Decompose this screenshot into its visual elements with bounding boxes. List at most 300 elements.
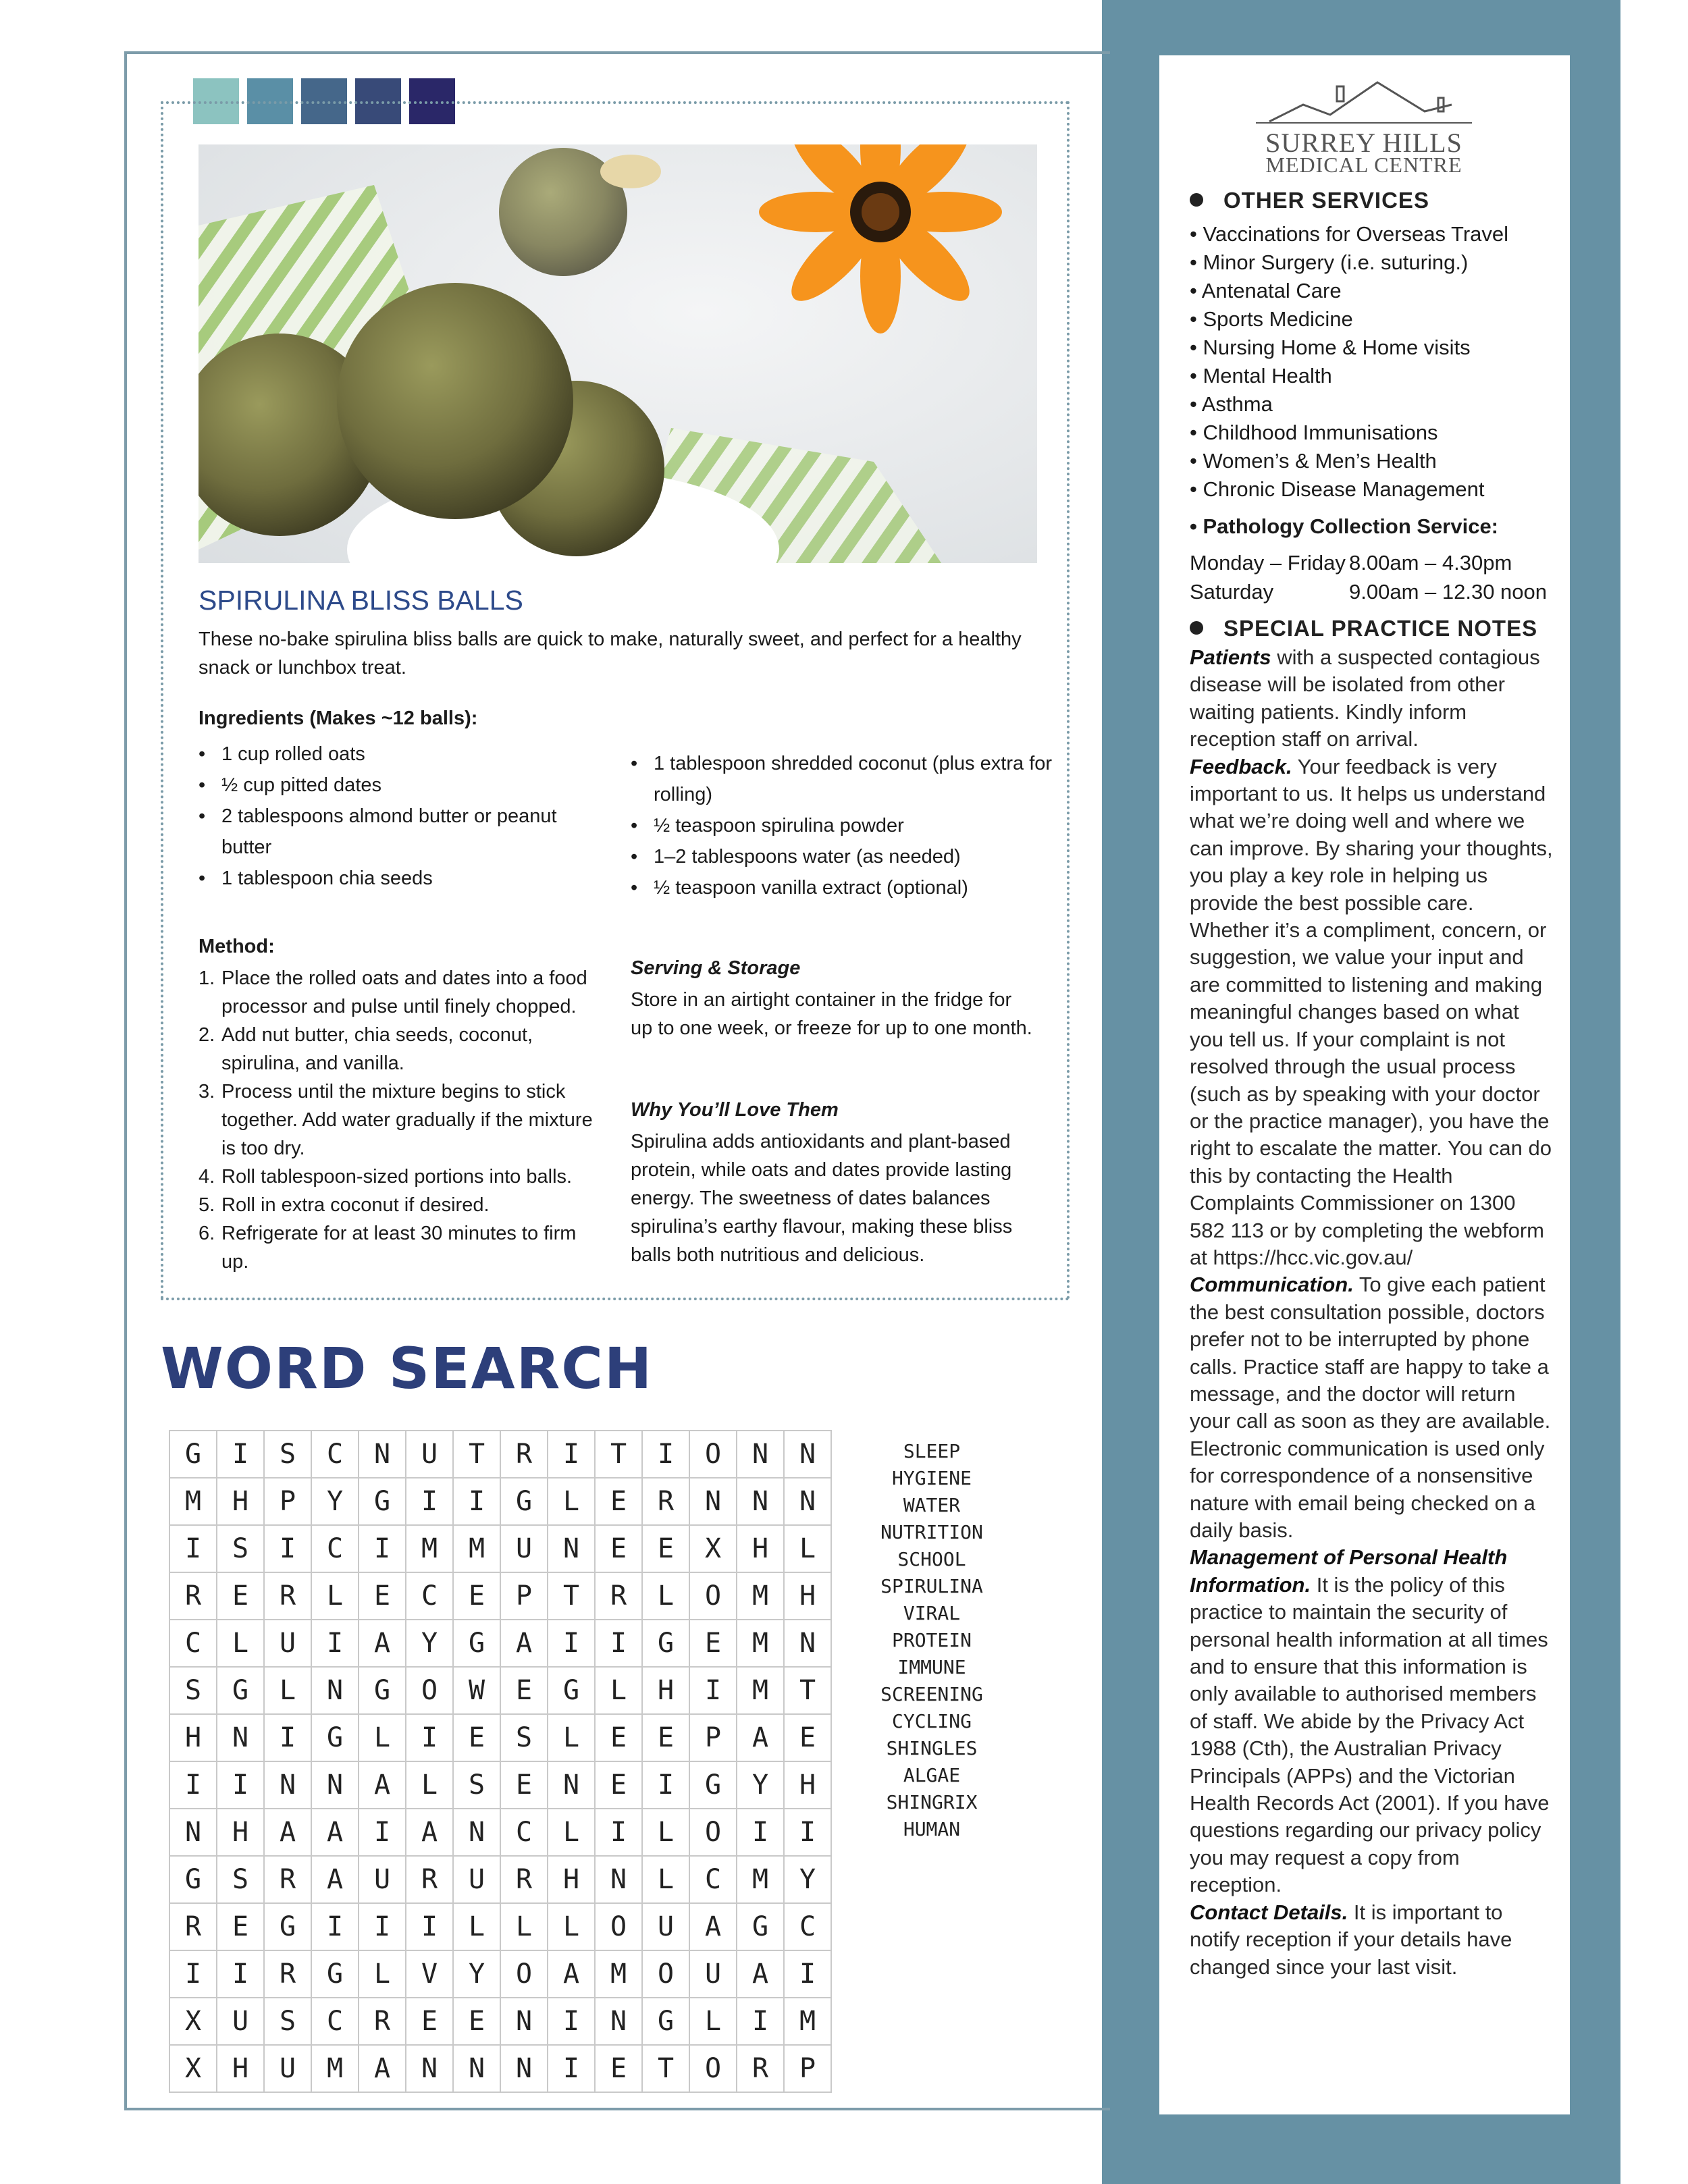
word-search-title: WORD SEARCH bbox=[161, 1335, 654, 1402]
note-communication bbox=[1190, 1271, 1554, 1544]
grid-cell: N bbox=[217, 1714, 264, 1761]
word-item: NUTRITION bbox=[880, 1521, 983, 1543]
grid-cell: N bbox=[406, 2045, 453, 2092]
note-text: It is the policy of this practice to maintain the security of personal health information at all times and to ensure that this information is only available to authorised members of staff. We abide by the Privacy Act 1988 (Cth), the Australian Privacy Principals (APPs) and the Victorian Health Records Act (2001). If you have questions regarding our privacy policy you may request a copy from reception. bbox=[1190, 1572, 1550, 1897]
word-item: SPIRULINA bbox=[880, 1575, 983, 1597]
grid-cell: M bbox=[311, 2045, 359, 2092]
grid-cell: R bbox=[406, 1856, 453, 1903]
grid-cell: E bbox=[406, 1998, 453, 2045]
word-item: SCREENING bbox=[880, 1683, 983, 1705]
grid-cell: G bbox=[548, 1667, 595, 1714]
grid-row bbox=[169, 1620, 831, 1667]
grid-cell: P bbox=[500, 1572, 548, 1620]
grid-cell: I bbox=[169, 1525, 217, 1572]
grid-cell: U bbox=[406, 1431, 453, 1478]
logo-line-1: SURREY HILLS bbox=[1265, 128, 1462, 158]
grid-cell: G bbox=[264, 1903, 311, 1950]
grid-cell: H bbox=[737, 1525, 784, 1572]
grid-cell: V bbox=[406, 1950, 453, 1998]
grid-cell: I bbox=[595, 1809, 642, 1856]
recipe-title: SPIRULINA BLISS BALLS bbox=[199, 585, 523, 616]
step-text: Roll in extra coconut if desired. bbox=[221, 1194, 490, 1216]
grid-cell: M bbox=[406, 1525, 453, 1572]
bullet-icon bbox=[1190, 621, 1203, 635]
grid-cell: L bbox=[642, 1809, 689, 1856]
hours-time: 8.00am – 4.30pm bbox=[1349, 551, 1512, 575]
step-text: Refrigerate for at least 30 minutes to firm up. bbox=[221, 1223, 577, 1273]
note-privacy bbox=[1190, 1544, 1554, 1898]
grid-cell: X bbox=[169, 1998, 217, 2045]
grid-row bbox=[169, 2045, 831, 2092]
grid-cell: M bbox=[737, 1572, 784, 1620]
grid-cell: G bbox=[311, 1714, 359, 1761]
word-item: WATER bbox=[903, 1494, 961, 1516]
service-item: • Chronic Disease Management bbox=[1190, 477, 1485, 501]
grid-cell: I bbox=[737, 1809, 784, 1856]
grid-cell: L bbox=[689, 1998, 737, 2045]
grid-cell: O bbox=[406, 1667, 453, 1714]
service-item: • Nursing Home & Home visits bbox=[1190, 336, 1471, 359]
word-item: PROTEIN bbox=[891, 1629, 972, 1651]
grid-row bbox=[169, 1572, 831, 1620]
word-item: VIRAL bbox=[903, 1602, 961, 1624]
practice-notes bbox=[1190, 644, 1554, 1981]
grid-cell: I bbox=[453, 1478, 500, 1525]
ingredient-item: • ½ teaspoon spirulina powder bbox=[631, 810, 1063, 841]
grid-cell: L bbox=[548, 1478, 595, 1525]
grid-cell: N bbox=[595, 1998, 642, 2045]
step-number: 6. bbox=[199, 1223, 215, 1244]
grid-cell: R bbox=[642, 1478, 689, 1525]
grid-cell: L bbox=[264, 1667, 311, 1714]
grid-cell: H bbox=[169, 1714, 217, 1761]
ingredients-heading: Ingredients (Makes ~12 balls): bbox=[199, 708, 478, 729]
grid-row bbox=[169, 1525, 831, 1572]
grid-cell: L bbox=[500, 1903, 548, 1950]
grid-cell: A bbox=[311, 1856, 359, 1903]
serving-title: Serving & Storage bbox=[631, 957, 801, 979]
grid-cell: T bbox=[784, 1667, 831, 1714]
grid-cell: G bbox=[359, 1478, 406, 1525]
grid-cell: I bbox=[689, 1667, 737, 1714]
grid-cell: A bbox=[406, 1809, 453, 1856]
grid-cell: G bbox=[311, 1950, 359, 1998]
grid-cell: I bbox=[406, 1714, 453, 1761]
grid-cell: N bbox=[500, 1998, 548, 2045]
word-item: IMMUNE bbox=[897, 1656, 966, 1678]
grid-cell: E bbox=[217, 1903, 264, 1950]
grid-cell: I bbox=[406, 1478, 453, 1525]
hours-row bbox=[1190, 577, 1547, 606]
grid-cell: E bbox=[453, 1572, 500, 1620]
grid-cell: N bbox=[737, 1431, 784, 1478]
grid-cell: T bbox=[595, 1431, 642, 1478]
grid-cell: E bbox=[500, 1761, 548, 1809]
grid-cell: S bbox=[500, 1714, 548, 1761]
grid-cell: I bbox=[406, 1903, 453, 1950]
heading-text: SPECIAL PRACTICE NOTES bbox=[1223, 616, 1538, 641]
grid-cell: E bbox=[642, 1525, 689, 1572]
grid-cell: N bbox=[548, 1525, 595, 1572]
grid-cell: A bbox=[737, 1950, 784, 1998]
grid-cell: R bbox=[500, 1431, 548, 1478]
grid-cell: N bbox=[453, 2045, 500, 2092]
step-text: Place the rolled oats and dates into a food processor and pulse until finely chopped. bbox=[221, 967, 587, 1017]
grid-cell: E bbox=[453, 1998, 500, 2045]
service-item: • Mental Health bbox=[1190, 364, 1332, 388]
note-text: Your feedback is very important to us. It helps us understand what we’re doing well and where we can improve. By sharing your thoughts, you play a key role in helping us provide the best possible care. Whether it’s a compliment, concern, or suggestion, we value your input and are committed to listening and making meaningful changes based on what you tell us. If your complaint is not resolved through the usual process (such as by speaking with your doctor or the practice manager), you have the right to escalate the matter. You can do this by contacting the Health Complaints Commissioner on 1300 582 113 or by completing the webform at https://hcc.vic.gov.au/ bbox=[1190, 754, 1553, 1269]
grid-cell: Y bbox=[784, 1856, 831, 1903]
grid-cell: N bbox=[784, 1478, 831, 1525]
grid-cell: M bbox=[784, 1998, 831, 2045]
word-item: HYGIENE bbox=[891, 1467, 972, 1489]
hours-day: Saturday bbox=[1190, 580, 1274, 604]
love-text: Spirulina adds antioxidants and plant-based protein, while oats and dates provide lasting energy. The sweetness of dates balances spirulina’s earthy flavour, making these bliss balls both nutritious and delicious. bbox=[631, 1131, 1013, 1266]
grid-cell: Y bbox=[311, 1478, 359, 1525]
grid-cell: A bbox=[548, 1950, 595, 1998]
grid-cell: I bbox=[642, 1761, 689, 1809]
grid-cell: N bbox=[595, 1856, 642, 1903]
grid-cell: I bbox=[548, 1620, 595, 1667]
hours-time: 9.00am – 12.30 noon bbox=[1349, 580, 1548, 604]
method-step bbox=[199, 1077, 604, 1163]
grid-cell: I bbox=[169, 1950, 217, 1998]
grid-cell: I bbox=[595, 1620, 642, 1667]
grid-cell: O bbox=[642, 1950, 689, 1998]
grid-cell: L bbox=[406, 1761, 453, 1809]
grid-cell: H bbox=[217, 2045, 264, 2092]
service-item: • Antenatal Care bbox=[1190, 279, 1342, 302]
grid-cell: S bbox=[169, 1667, 217, 1714]
grid-cell: G bbox=[689, 1761, 737, 1809]
word-search-grid bbox=[169, 1430, 832, 2093]
grid-cell: C bbox=[311, 1525, 359, 1572]
opening-hours bbox=[1190, 548, 1547, 606]
grid-cell: I bbox=[548, 1431, 595, 1478]
step-number: 2. bbox=[199, 1024, 215, 1046]
grid-cell: I bbox=[311, 1620, 359, 1667]
grid-cell: C bbox=[311, 1998, 359, 2045]
ingredients-list-right bbox=[631, 748, 1063, 903]
grid-cell: N bbox=[311, 1667, 359, 1714]
grid-cell: U bbox=[217, 1998, 264, 2045]
grid-cell: S bbox=[453, 1761, 500, 1809]
grid-cell: X bbox=[169, 2045, 217, 2092]
grid-cell: L bbox=[548, 1903, 595, 1950]
note-title: Feedback. bbox=[1190, 754, 1292, 778]
grid-cell: I bbox=[737, 1998, 784, 2045]
grid-cell: E bbox=[217, 1572, 264, 1620]
grid-cell: U bbox=[689, 1950, 737, 1998]
service-item: • Sports Medicine bbox=[1190, 307, 1353, 331]
grid-cell: R bbox=[500, 1856, 548, 1903]
note-feedback bbox=[1190, 753, 1554, 1272]
grid-cell: C bbox=[406, 1572, 453, 1620]
grid-cell: E bbox=[642, 1714, 689, 1761]
grid-row bbox=[169, 1478, 831, 1525]
grid-cell: L bbox=[548, 1809, 595, 1856]
recipe-description: These no-bake spirulina bliss balls are quick to make, naturally sweet, and perfect for a healthy snack or lunchbox treat. bbox=[199, 629, 1022, 678]
grid-cell: N bbox=[500, 2045, 548, 2092]
grid-cell: P bbox=[784, 2045, 831, 2092]
grid-cell: E bbox=[359, 1572, 406, 1620]
grid-cell: I bbox=[264, 1525, 311, 1572]
grid-cell: X bbox=[689, 1525, 737, 1572]
logo-line-2: MEDICAL CENTRE bbox=[1265, 153, 1462, 177]
grid-cell: L bbox=[642, 1572, 689, 1620]
grid-cell: E bbox=[595, 2045, 642, 2092]
grid-cell: A bbox=[500, 1620, 548, 1667]
step-number: 1. bbox=[199, 967, 215, 989]
grid-cell: I bbox=[784, 1950, 831, 1998]
grid-cell: G bbox=[169, 1431, 217, 1478]
step-text: Add nut butter, chia seeds, coconut, spirulina, and vanilla. bbox=[221, 1024, 533, 1074]
grid-cell: M bbox=[737, 1667, 784, 1714]
grid-cell: L bbox=[359, 1714, 406, 1761]
grid-cell: S bbox=[217, 1525, 264, 1572]
note-patients bbox=[1190, 644, 1554, 753]
grid-cell: M bbox=[737, 1620, 784, 1667]
grid-row bbox=[169, 1761, 831, 1809]
grid-cell: A bbox=[264, 1809, 311, 1856]
grid-row bbox=[169, 1950, 831, 1998]
grid-cell: M bbox=[737, 1856, 784, 1903]
bullet-icon bbox=[1190, 193, 1203, 207]
grid-cell: N bbox=[169, 1809, 217, 1856]
service-item: • Vaccinations for Overseas Travel bbox=[1190, 222, 1509, 246]
word-item: SCHOOL bbox=[897, 1548, 966, 1570]
grid-cell: S bbox=[264, 1431, 311, 1478]
grid-cell: G bbox=[217, 1667, 264, 1714]
grid-cell: L bbox=[453, 1903, 500, 1950]
grid-cell: I bbox=[217, 1950, 264, 1998]
grid-cell: H bbox=[217, 1809, 264, 1856]
grid-cell: N bbox=[784, 1620, 831, 1667]
grid-row bbox=[169, 1856, 831, 1903]
ingredient-item: • 1 cup rolled oats bbox=[199, 739, 604, 770]
note-contact bbox=[1190, 1899, 1554, 1981]
grid-cell: O bbox=[689, 1572, 737, 1620]
grid-cell: E bbox=[595, 1714, 642, 1761]
grid-cell: I bbox=[784, 1809, 831, 1856]
ingredient-item: • 1 tablespoon chia seeds bbox=[199, 863, 604, 894]
word-item: HUMAN bbox=[903, 1818, 961, 1840]
grid-cell: R bbox=[359, 1998, 406, 2045]
step-number: 4. bbox=[199, 1166, 215, 1188]
hours-day: Monday – Friday bbox=[1190, 551, 1346, 575]
grid-cell: E bbox=[595, 1761, 642, 1809]
grid-cell: C bbox=[500, 1809, 548, 1856]
grid-cell: N bbox=[548, 1761, 595, 1809]
note-title: Communication. bbox=[1190, 1273, 1354, 1297]
grid-cell: T bbox=[453, 1431, 500, 1478]
note-title: Management of Personal Health Information. bbox=[1190, 1545, 1508, 1597]
love-title: Why You’ll Love Them bbox=[631, 1099, 839, 1121]
grid-cell: G bbox=[169, 1856, 217, 1903]
grid-cell: N bbox=[689, 1478, 737, 1525]
serving-text: Store in an airtight container in the fridge for up to one week, or freeze for up to one month. bbox=[631, 989, 1032, 1039]
method-step bbox=[199, 1021, 604, 1077]
note-text: To give each patient the best consultation possible, doctors prefer not to be interrupted by phone calls. Practice staff are happy to take a message, and the doctor will return your call as soon as they are available. Electronic communication is used only for correspondence of a nonsensitive nature with email being checked on a daily basis. bbox=[1190, 1273, 1551, 1542]
note-title: Contact Details. bbox=[1190, 1900, 1348, 1924]
step-text: Roll tablespoon-sized portions into balls. bbox=[221, 1166, 573, 1188]
grid-row bbox=[169, 1809, 831, 1856]
grid-cell: A bbox=[359, 1620, 406, 1667]
grid-cell: E bbox=[595, 1525, 642, 1572]
grid-cell: M bbox=[169, 1478, 217, 1525]
service-item: • Women’s & Men’s Health bbox=[1190, 449, 1437, 473]
grid-cell: T bbox=[642, 2045, 689, 2092]
grid-cell: E bbox=[453, 1714, 500, 1761]
grid-cell: A bbox=[359, 2045, 406, 2092]
method-step bbox=[199, 1219, 604, 1276]
grid-cell: I bbox=[359, 1525, 406, 1572]
grid-cell: I bbox=[548, 1998, 595, 2045]
grid-cell: G bbox=[737, 1903, 784, 1950]
method-heading: Method: bbox=[199, 936, 275, 957]
grid-cell: L bbox=[359, 1950, 406, 1998]
grid-cell: N bbox=[453, 1809, 500, 1856]
ingredient-item: • 1–2 tablespoons water (as needed) bbox=[631, 841, 1063, 872]
grid-cell: N bbox=[784, 1431, 831, 1478]
grid-cell: G bbox=[500, 1478, 548, 1525]
grid-cell: P bbox=[689, 1714, 737, 1761]
hours-row bbox=[1190, 548, 1547, 577]
method-list bbox=[199, 964, 604, 1276]
grid-cell: T bbox=[548, 1572, 595, 1620]
grid-cell: R bbox=[169, 1572, 217, 1620]
note-text: with a suspected contagious disease will be isolated from other waiting patients. Kindly inform reception staff on arrival. bbox=[1190, 645, 1540, 751]
bliss-balls-photo bbox=[199, 144, 1037, 563]
service-item: • Childhood Immunisations bbox=[1190, 421, 1438, 444]
grid-cell: I bbox=[359, 1903, 406, 1950]
grid-cell: A bbox=[737, 1714, 784, 1761]
grid-cell: H bbox=[642, 1667, 689, 1714]
grid-cell: L bbox=[311, 1572, 359, 1620]
grid-cell: L bbox=[548, 1714, 595, 1761]
grid-cell: H bbox=[784, 1572, 831, 1620]
grid-cell: R bbox=[264, 1572, 311, 1620]
grid-cell: C bbox=[311, 1431, 359, 1478]
grid-cell: M bbox=[595, 1950, 642, 1998]
grid-cell: I bbox=[217, 1761, 264, 1809]
method-step bbox=[199, 964, 604, 1021]
grid-cell: N bbox=[311, 1761, 359, 1809]
method-step bbox=[199, 1191, 604, 1219]
grid-row bbox=[169, 1903, 831, 1950]
notes-heading bbox=[1190, 616, 1537, 641]
service-item: • Asthma bbox=[1190, 392, 1273, 416]
grid-cell: C bbox=[689, 1856, 737, 1903]
grid-cell: U bbox=[500, 1525, 548, 1572]
step-number: 3. bbox=[199, 1081, 215, 1102]
grid-cell: O bbox=[595, 1903, 642, 1950]
grid-cell: G bbox=[453, 1620, 500, 1667]
grid-cell: S bbox=[217, 1856, 264, 1903]
grid-cell: E bbox=[689, 1620, 737, 1667]
grid-cell: A bbox=[311, 1809, 359, 1856]
method-step bbox=[199, 1163, 604, 1191]
grid-row bbox=[169, 1714, 831, 1761]
word-item: ALGAE bbox=[903, 1764, 961, 1786]
grid-cell: I bbox=[264, 1714, 311, 1761]
grid-cell: N bbox=[737, 1478, 784, 1525]
grid-cell: I bbox=[311, 1903, 359, 1950]
grid-cell: E bbox=[595, 1478, 642, 1525]
grid-cell: S bbox=[264, 1998, 311, 2045]
ingredient-item: • 1 tablespoon shredded coconut (plus extra for rolling) bbox=[631, 748, 1063, 810]
grid-cell: I bbox=[642, 1431, 689, 1478]
pathology-heading: • Pathology Collection Service: bbox=[1190, 514, 1499, 538]
services-list bbox=[1190, 220, 1568, 504]
grid-cell: Y bbox=[406, 1620, 453, 1667]
grid-cell: N bbox=[264, 1761, 311, 1809]
grid-cell: O bbox=[689, 2045, 737, 2092]
grid-cell: R bbox=[264, 1856, 311, 1903]
grid-cell: O bbox=[500, 1950, 548, 1998]
grid-cell: H bbox=[548, 1856, 595, 1903]
grid-cell: H bbox=[217, 1478, 264, 1525]
grid-cell: G bbox=[359, 1667, 406, 1714]
grid-cell: U bbox=[642, 1903, 689, 1950]
grid-cell: L bbox=[595, 1667, 642, 1714]
grid-cell: R bbox=[737, 2045, 784, 2092]
step-text: Process until the mixture begins to stick together. Add water gradually if the mixture is too dry. bbox=[221, 1081, 593, 1159]
grid-cell: L bbox=[784, 1525, 831, 1572]
grid-cell: N bbox=[359, 1431, 406, 1478]
grid-cell: O bbox=[689, 1809, 737, 1856]
grid-cell: C bbox=[169, 1620, 217, 1667]
grid-cell: I bbox=[169, 1761, 217, 1809]
grid-cell: L bbox=[217, 1620, 264, 1667]
word-item: SLEEP bbox=[903, 1440, 961, 1462]
grid-cell: R bbox=[264, 1950, 311, 1998]
grid-cell: E bbox=[500, 1667, 548, 1714]
heading-text: OTHER SERVICES bbox=[1223, 188, 1429, 213]
grid-cell: I bbox=[217, 1431, 264, 1478]
grid-cell: U bbox=[359, 1856, 406, 1903]
grid-cell: H bbox=[784, 1761, 831, 1809]
note-title: Patients bbox=[1190, 645, 1271, 669]
word-search-list bbox=[830, 1438, 1033, 1843]
grid-cell: Y bbox=[453, 1950, 500, 1998]
other-services-heading bbox=[1190, 188, 1429, 213]
grid-cell: P bbox=[264, 1478, 311, 1525]
ingredient-item: • ½ cup pitted dates bbox=[199, 770, 604, 801]
grid-cell: E bbox=[784, 1714, 831, 1761]
grid-cell: I bbox=[548, 2045, 595, 2092]
grid-cell: A bbox=[359, 1761, 406, 1809]
grid-cell: W bbox=[453, 1667, 500, 1714]
grid-cell: G bbox=[642, 1620, 689, 1667]
grid-cell: R bbox=[595, 1572, 642, 1620]
grid-cell: U bbox=[264, 2045, 311, 2092]
grid-cell: C bbox=[784, 1903, 831, 1950]
word-item: CYCLING bbox=[891, 1710, 972, 1732]
word-item: SHINGLES bbox=[886, 1737, 978, 1759]
grid-cell: G bbox=[642, 1998, 689, 2045]
ingredient-item: • 2 tablespoons almond butter or peanut butter bbox=[199, 801, 604, 863]
grid-row bbox=[169, 1998, 831, 2045]
step-number: 5. bbox=[199, 1194, 215, 1216]
grid-cell: M bbox=[453, 1525, 500, 1572]
grid-cell: U bbox=[264, 1620, 311, 1667]
grid-cell: O bbox=[689, 1431, 737, 1478]
ingredient-item: • ½ teaspoon vanilla extract (optional) bbox=[631, 872, 1063, 903]
grid-row bbox=[169, 1667, 831, 1714]
grid-cell: Y bbox=[737, 1761, 784, 1809]
ingredients-list-left bbox=[199, 739, 604, 894]
